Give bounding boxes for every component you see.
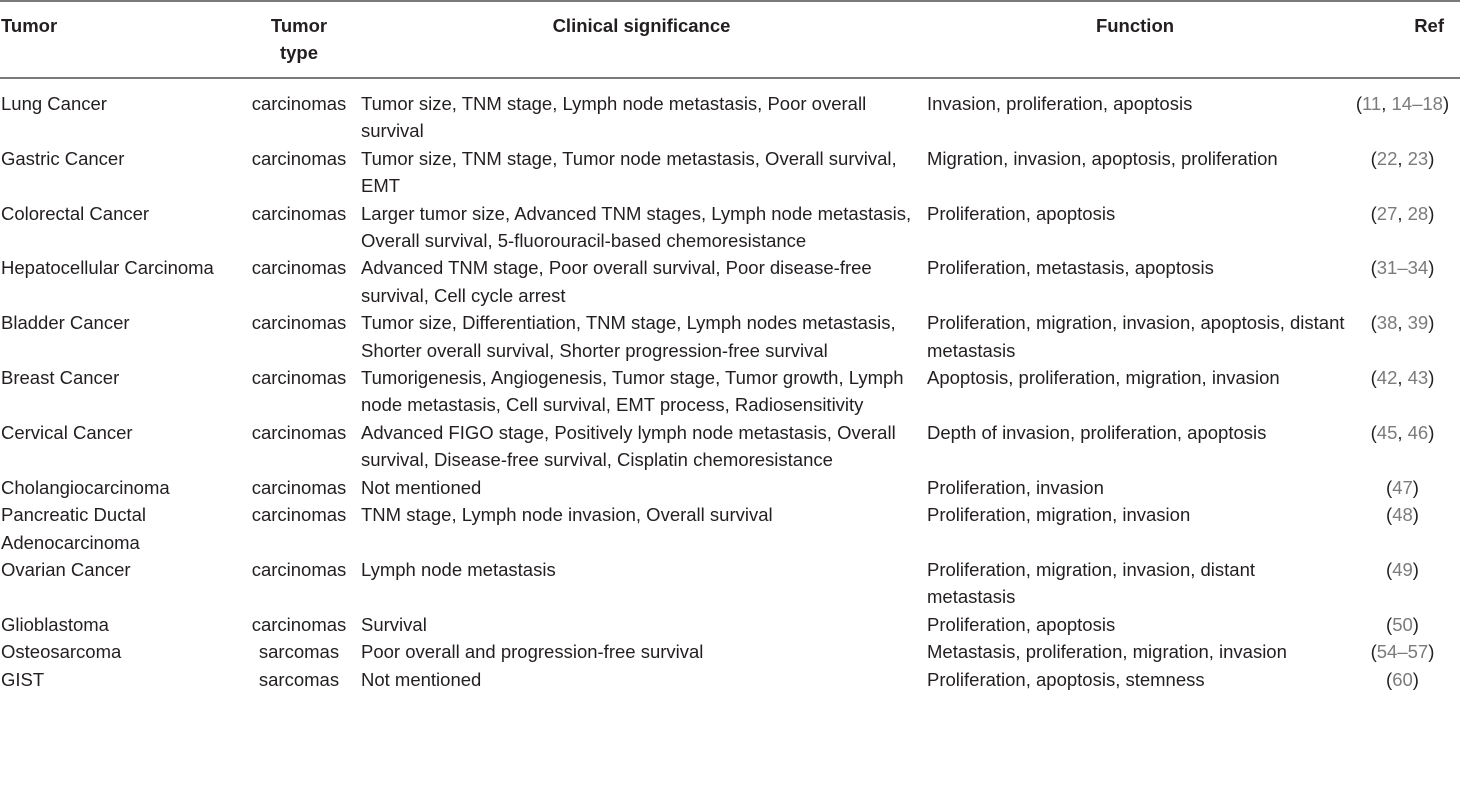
- cell-function: Invasion, proliferation, apoptosis: [927, 93, 1193, 114]
- ref-separator: ,: [1397, 202, 1408, 224]
- ref-link[interactable]: 22: [1376, 147, 1398, 169]
- ref-open-paren: (: [1370, 312, 1377, 334]
- cell-clinical-significance: Poor overall and progression-free survival: [361, 641, 704, 663]
- cell-tumor-type: sarcomas: [258, 641, 340, 663]
- cell-clinical-significance: Not mentioned: [361, 476, 482, 498]
- ref-link[interactable]: 60: [1392, 668, 1413, 690]
- ref-separator: ,: [1397, 312, 1408, 334]
- ref-close-paren: ): [1428, 147, 1435, 169]
- table-body: [0, 78, 1460, 693]
- cell-function: Metastasis, proliferation, migration, invasion: [927, 641, 1287, 663]
- ref-close-paren: ): [1428, 367, 1435, 389]
- cell-clinical-significance: Survival: [361, 613, 427, 635]
- ref-open-paren: (: [1370, 202, 1377, 224]
- ref-close-paren: ): [1428, 257, 1435, 279]
- cell-clinical-significance: Not mentioned: [361, 668, 482, 690]
- header-clinical-significance: Clinical significance: [552, 15, 731, 36]
- ref-open-paren: (: [1370, 257, 1377, 279]
- cell-clinical-significance: Tumorigenesis, Angiogenesis, Tumor stage, Tumor growth, Lymph node metastasis, Cell survival, EMT process, Radiosensitivity: [361, 367, 904, 416]
- ref-link[interactable]: 28: [1407, 202, 1429, 224]
- ref-close-paren: ): [1412, 476, 1419, 498]
- cell-tumor: Osteosarcoma: [1, 641, 122, 663]
- cell-tumor-type: carcinomas: [251, 421, 347, 443]
- cell-clinical-significance: Advanced FIGO stage, Positively lymph node metastasis, Overall survival, Disease-free survival, Cisplatin chemoresistance: [361, 421, 896, 471]
- cell-ref: [1345, 611, 1460, 638]
- cell-function: Proliferation, migration, invasion: [927, 504, 1191, 526]
- cell-tumor-type: sarcomas: [258, 668, 340, 690]
- header-tumor: Tumor: [1, 15, 58, 36]
- ref-open-paren: (: [1386, 558, 1393, 580]
- cell-tumor: Cervical Cancer: [1, 421, 133, 443]
- cell-tumor: Pancreatic Ductal Adenocarcinoma: [1, 504, 146, 553]
- cell-clinical-significance: Tumor size, TNM stage, Lymph node metastasis, Poor overall survival: [361, 93, 867, 142]
- ref-link[interactable]: 38: [1376, 312, 1398, 334]
- header-tumor-type: [240, 0, 358, 78]
- table-row: [0, 556, 1460, 611]
- ref-link[interactable]: 23: [1407, 147, 1429, 169]
- ref-separator: ,: [1397, 367, 1408, 389]
- cell-ref: [1345, 666, 1460, 693]
- header-ref: Ref: [1414, 15, 1444, 36]
- ref-open-paren: (: [1370, 421, 1377, 443]
- cell-tumor-type: carcinomas: [251, 367, 347, 389]
- ref-close-paren: ): [1412, 504, 1419, 526]
- table-row: [0, 666, 1460, 693]
- table-header-row: [0, 0, 1460, 78]
- ref-link[interactable]: 54–57: [1376, 641, 1429, 663]
- table-row: [0, 200, 1460, 255]
- cell-ref: [1345, 254, 1460, 309]
- cell-function: Proliferation, apoptosis: [927, 613, 1116, 635]
- cell-tumor: Breast Cancer: [1, 367, 120, 389]
- cell-ref: [1345, 364, 1460, 419]
- cell-function: Migration, invasion, apoptosis, proliferation: [927, 147, 1278, 169]
- ref-link[interactable]: 42: [1376, 367, 1398, 389]
- ref-separator: ,: [1397, 421, 1408, 443]
- cell-tumor: Lung Cancer: [1, 93, 107, 114]
- cell-tumor: Colorectal Cancer: [1, 202, 150, 224]
- header-tumor-type-line1: Tumor: [270, 15, 328, 36]
- ref-open-paren: (: [1386, 613, 1393, 635]
- table-row: [0, 78, 1460, 145]
- table-row: [0, 638, 1460, 665]
- ref-link[interactable]: 27: [1376, 202, 1398, 224]
- table-row: [0, 254, 1460, 309]
- ref-open-paren: (: [1370, 641, 1377, 663]
- table-row: [0, 364, 1460, 419]
- cell-tumor: Cholangiocarcinoma: [1, 476, 170, 498]
- ref-separator: ,: [1397, 147, 1408, 169]
- ref-link[interactable]: 50: [1392, 613, 1413, 635]
- cell-clinical-significance: TNM stage, Lymph node invasion, Overall survival: [361, 504, 773, 526]
- cell-function: Apoptosis, proliferation, migration, invasion: [927, 367, 1280, 389]
- ref-open-paren: (: [1355, 93, 1363, 114]
- cell-tumor-type: carcinomas: [251, 257, 347, 279]
- table-row: [0, 309, 1460, 364]
- cell-tumor: Bladder Cancer: [1, 312, 130, 334]
- cell-ref: [1345, 638, 1460, 665]
- cell-function: Proliferation, metastasis, apoptosis: [927, 257, 1214, 279]
- cell-tumor-type: carcinomas: [251, 476, 347, 498]
- cell-ref: [1345, 309, 1460, 364]
- cell-clinical-significance: Lymph node metastasis: [361, 558, 556, 580]
- cell-ref: [1345, 419, 1460, 474]
- cell-ref: [1345, 145, 1460, 200]
- ref-close-paren: ): [1412, 613, 1419, 635]
- cell-ref: [1345, 556, 1460, 611]
- cell-tumor-type: carcinomas: [251, 613, 347, 635]
- cell-ref: [1345, 200, 1460, 255]
- ref-link[interactable]: 47: [1392, 476, 1413, 498]
- ref-close-paren: ): [1428, 312, 1435, 334]
- cell-tumor-type: carcinomas: [251, 504, 347, 526]
- cell-clinical-significance: Advanced TNM stage, Poor overall survival, Poor disease-free survival, Cell cycle arrest: [361, 257, 872, 306]
- ref-open-paren: (: [1386, 504, 1393, 526]
- cell-tumor-type: carcinomas: [251, 93, 347, 114]
- ref-open-paren: (: [1386, 668, 1393, 690]
- table-row: [0, 501, 1460, 556]
- cell-tumor: Ovarian Cancer: [1, 558, 131, 580]
- header-tumor-type-line2: type: [279, 42, 319, 63]
- ref-close-paren: ): [1428, 641, 1435, 663]
- ref-close-paren: ): [1428, 421, 1435, 443]
- ref-link[interactable]: 49: [1392, 558, 1413, 580]
- ref-link[interactable]: 14–18: [1391, 93, 1443, 114]
- cell-function: Proliferation, apoptosis, stemness: [927, 668, 1205, 690]
- ref-link[interactable]: 48: [1392, 504, 1413, 526]
- cell-function: Proliferation, apoptosis: [927, 202, 1116, 224]
- ref-open-paren: (: [1386, 476, 1393, 498]
- cell-clinical-significance: Tumor size, Differentiation, TNM stage, Lymph nodes metastasis, Shorter overall survival, Shorter progression-free survival: [361, 312, 896, 361]
- ref-close-paren: ): [1428, 202, 1435, 224]
- cell-tumor-type: carcinomas: [251, 202, 347, 224]
- cell-tumor: Glioblastoma: [1, 613, 109, 635]
- cell-function: Proliferation, migration, invasion, apoptosis, distant metastasis: [927, 312, 1345, 361]
- ref-link[interactable]: 11: [1362, 93, 1382, 114]
- ref-close-paren: ): [1412, 668, 1419, 690]
- cell-function: Proliferation, invasion: [927, 476, 1104, 498]
- ref-link[interactable]: 43: [1407, 367, 1429, 389]
- ref-link[interactable]: 31–34: [1376, 257, 1429, 279]
- cell-function: Proliferation, migration, invasion, distant metastasis: [927, 558, 1256, 608]
- cell-clinical-significance: Tumor size, TNM stage, Tumor node metastasis, Overall survival, EMT: [361, 147, 897, 197]
- ref-separator: ,: [1381, 93, 1392, 114]
- ref-link[interactable]: 39: [1407, 312, 1429, 334]
- header-function: Function: [1095, 15, 1175, 36]
- cell-clinical-significance: Larger tumor size, Advanced TNM stages, Lymph node metastasis, Overall survival, 5-fluorouracil-based chemoresistance: [361, 202, 912, 252]
- cell-tumor: Gastric Cancer: [1, 147, 125, 169]
- cell-function: Depth of invasion, proliferation, apoptosis: [927, 421, 1267, 443]
- cell-tumor: Hepatocellular Carcinoma: [1, 257, 214, 279]
- cell-tumor-type: carcinomas: [251, 312, 347, 334]
- cell-ref: [1345, 501, 1460, 556]
- ref-link[interactable]: 45: [1376, 421, 1398, 443]
- ref-open-paren: (: [1370, 147, 1377, 169]
- ref-link[interactable]: 46: [1407, 421, 1429, 443]
- ref-close-paren: ): [1442, 93, 1450, 114]
- ref-open-paren: (: [1370, 367, 1377, 389]
- cell-ref: [1345, 474, 1460, 501]
- cell-ref: [1345, 78, 1460, 145]
- table-row: [0, 474, 1460, 501]
- cell-tumor-type: carcinomas: [251, 147, 347, 169]
- table-row: [0, 611, 1460, 638]
- cell-tumor: GIST: [1, 668, 45, 690]
- ref-close-paren: ): [1412, 558, 1419, 580]
- cell-tumor-type: carcinomas: [251, 558, 347, 580]
- table-row: [0, 145, 1460, 200]
- table-row: [0, 419, 1460, 474]
